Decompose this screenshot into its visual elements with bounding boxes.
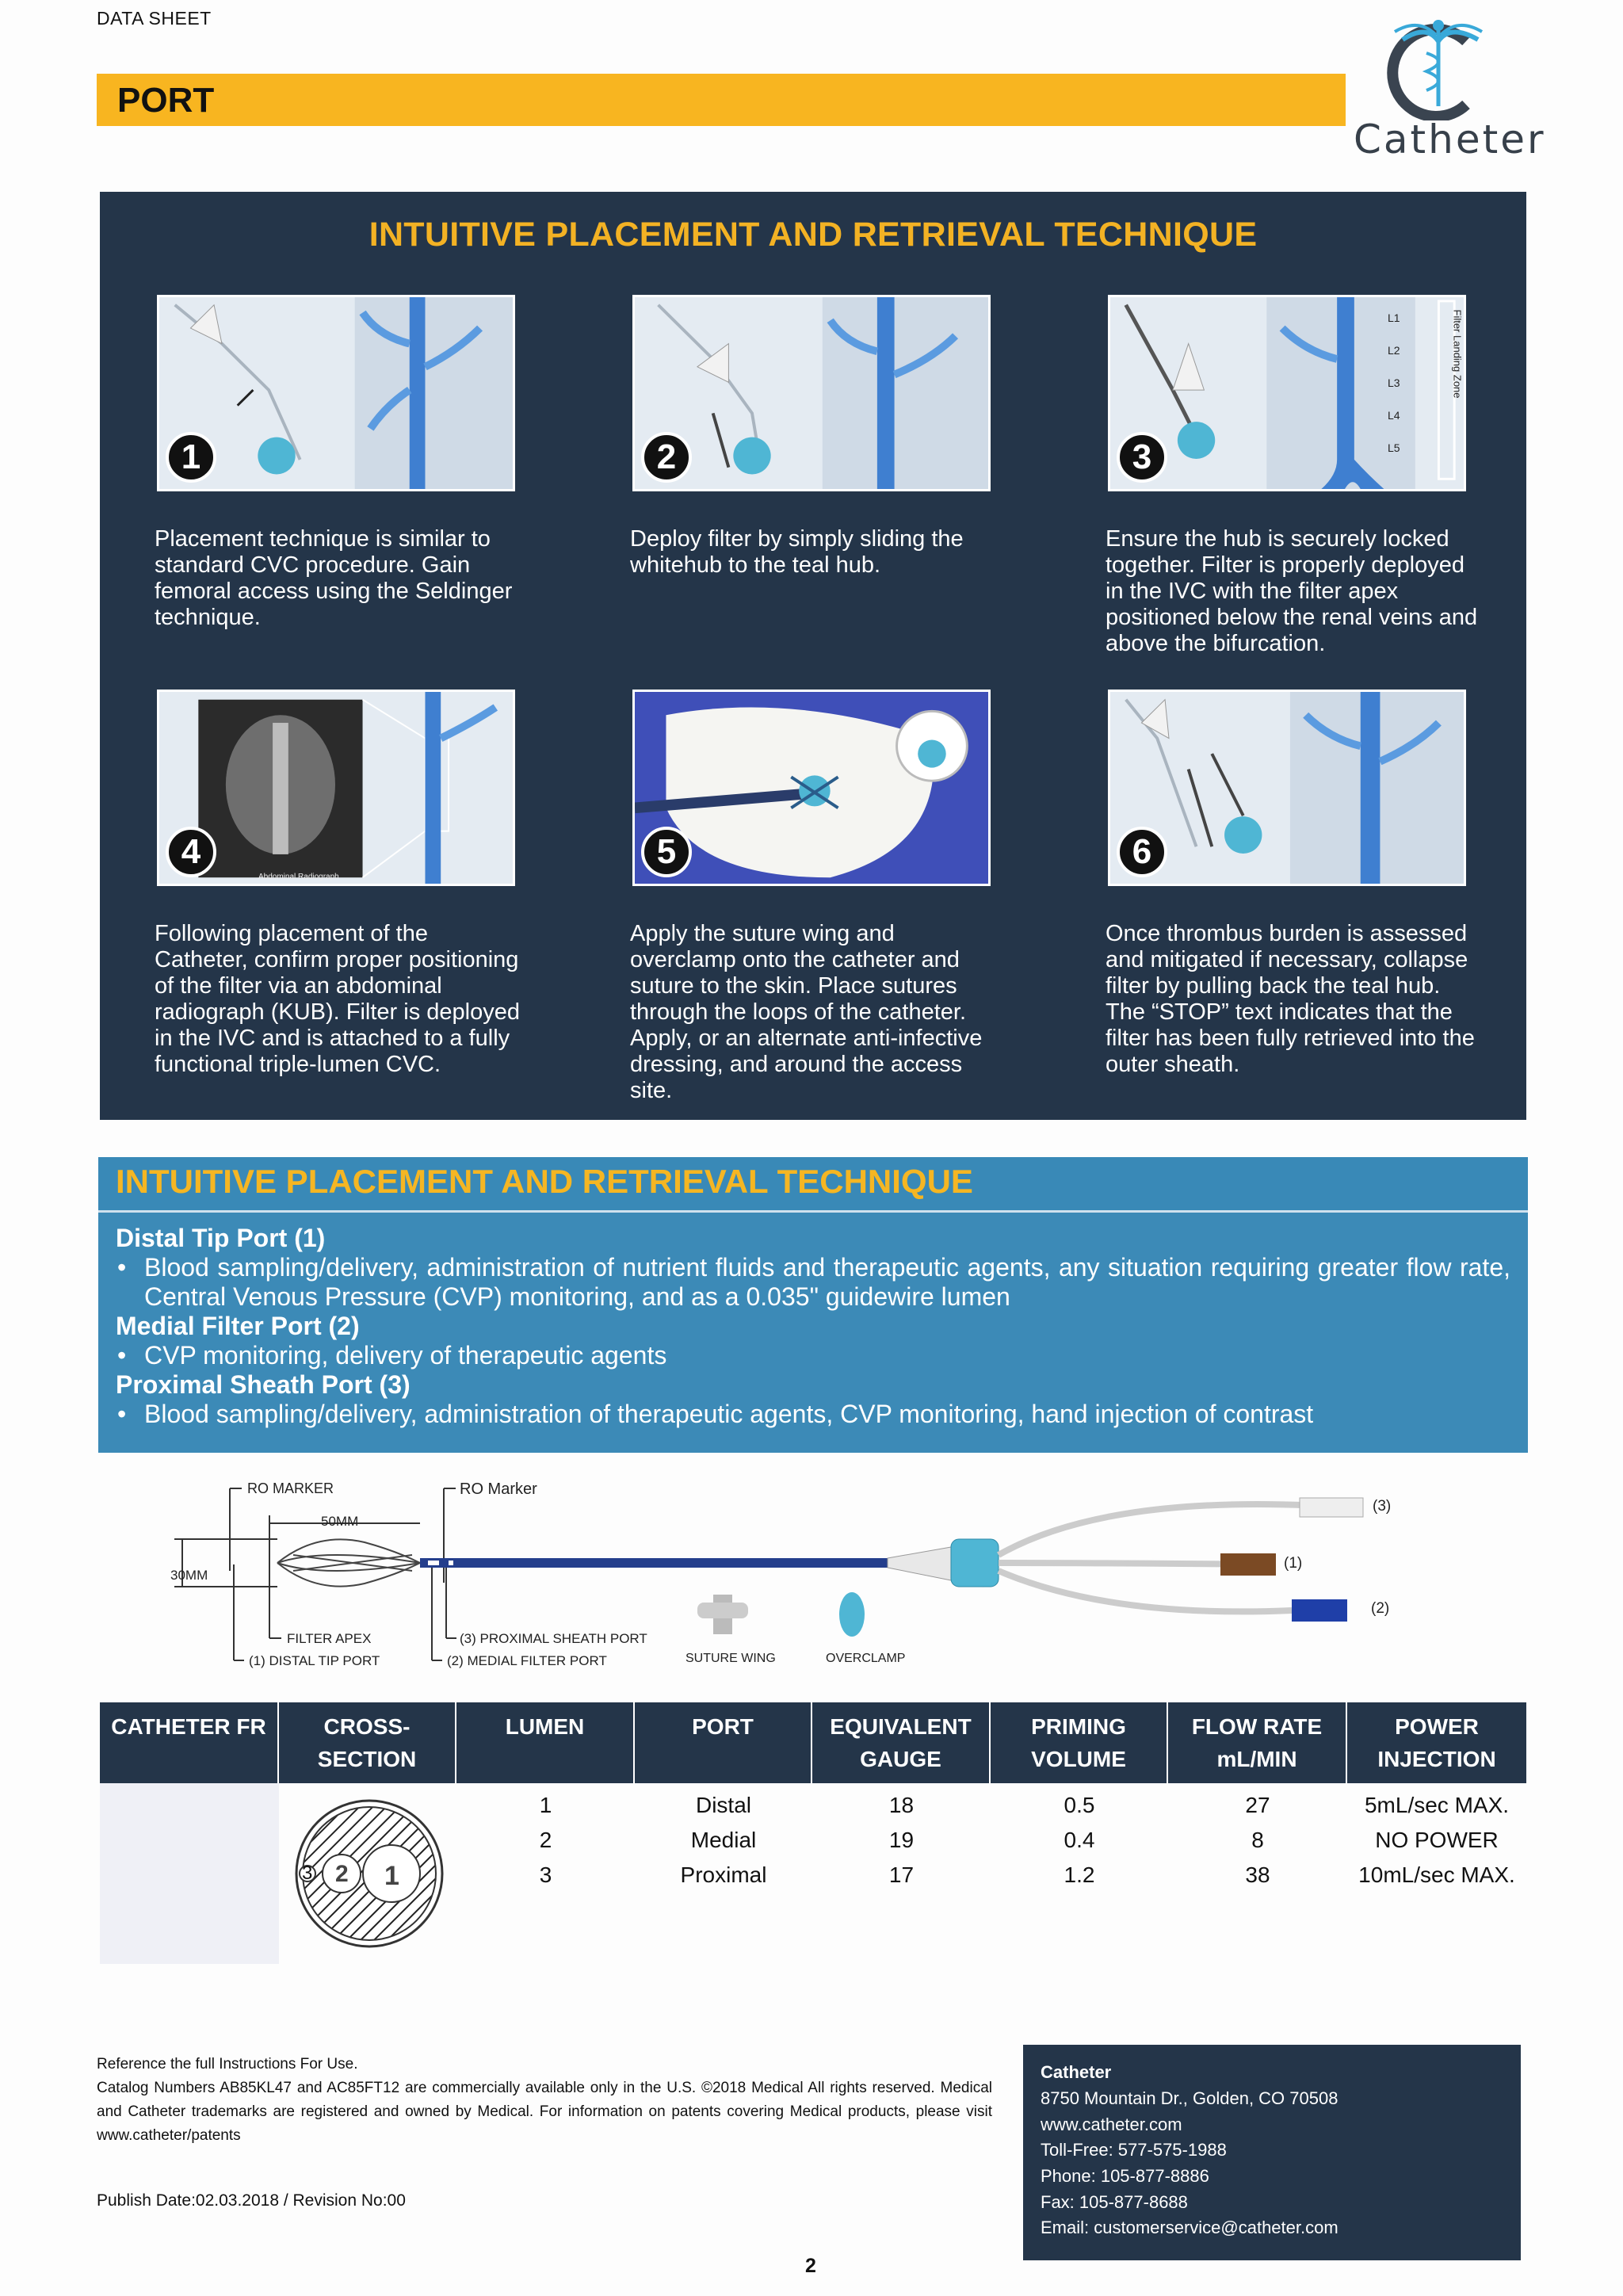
document-type-label: DATA SHEET xyxy=(97,8,212,29)
zone-label-l5: L5 xyxy=(1388,441,1400,454)
port-desc-medial: • CVP monitoring, delivery of therapeutic agents xyxy=(116,1341,1510,1370)
footer-legal-block xyxy=(97,2053,992,2148)
zone-caption: Filter Landing Zone xyxy=(1451,309,1464,399)
lumen-2-label: (2) xyxy=(1371,1600,1390,1617)
step-2-number: 2 xyxy=(641,432,692,483)
diameter-label: 30MM xyxy=(170,1568,208,1583)
cell-flow: 38 xyxy=(1245,1862,1270,1887)
ro-marker-label-2: RO Marker xyxy=(460,1480,537,1498)
cell-lumen: 1 xyxy=(539,1793,552,1817)
step-6-text: Once thrombus burden is assessed and mitigated if necessary, collapse filter by pulling back the teal hub. The “STOP” text indicates that the filter has been fully retrieved into the outer sheath. xyxy=(1106,921,1475,1077)
step-6-image xyxy=(1108,690,1466,886)
contact-fax: Fax: 105-877-8688 xyxy=(1041,2192,1188,2212)
logo-wordmark: Catheter xyxy=(1354,117,1546,162)
port-desc-proximal: • Blood sampling/delivery, administration of therapeutic agents, CVP monitoring, hand injection of contrast xyxy=(116,1400,1510,1429)
cell-priming: 0.5 xyxy=(1064,1793,1095,1817)
port-name-distal: Distal Tip Port (1) xyxy=(116,1224,326,1252)
cell-lumen: 2 xyxy=(539,1828,552,1852)
cell-gauge: 18 xyxy=(888,1793,915,1817)
contact-toll-free: Toll-Free: 577-575-1988 xyxy=(1041,2140,1227,2160)
footer-legal: Catalog Numbers AB85KL47 and AC85FT12 are commercially available only in the U.S. ©2018 Medical All rights reserved. Medical and Catheter trademarks are registered and owned by Medical. For information on patents covering Medical products, please visit www.catheter/patents xyxy=(97,2080,992,2144)
overclamp-label: OVERCLAMP xyxy=(826,1652,906,1665)
port-name-proximal: Proximal Sheath Port (3) xyxy=(116,1370,411,1399)
technique-panel xyxy=(100,192,1526,1120)
cell-port: Medial xyxy=(690,1828,757,1852)
page-number: 2 xyxy=(805,2255,816,2277)
catheter-fr-cell xyxy=(100,1783,279,1964)
header-port: PORT xyxy=(635,1702,812,1783)
lumen-1-label: (1) xyxy=(1284,1555,1303,1572)
footer-reference: Reference the full Instructions For Use. xyxy=(97,2056,358,2073)
step-6-number: 6 xyxy=(1117,827,1167,877)
step-3-number: 3 xyxy=(1117,432,1167,483)
contact-box xyxy=(1023,2045,1521,2260)
step-2-image xyxy=(632,295,991,491)
cell-flow: 27 xyxy=(1245,1793,1270,1817)
step-4-number: 4 xyxy=(166,827,216,877)
port-desc-distal: • Blood sampling/delivery, administration of nutrient fluids and therapeutic agents, any situation requiring greater flow rate, Central Venous Pressure (CVP) monitoring, and as a 0.035" guidewire lumen xyxy=(116,1253,1510,1312)
step-5-text: Apply the suture wing and overclamp onto the catheter and suture to the skin. Place sutures through the loops of the catheter. Apply, or an alternate anti-infective dressing, and around the access site. xyxy=(630,921,983,1103)
contact-address: 8750 Mountain Dr., Golden, CO 70508 xyxy=(1041,2088,1338,2108)
cell-priming: 0.4 xyxy=(1064,1828,1095,1852)
zone-label-l2: L2 xyxy=(1388,344,1400,357)
zone-label-l4: L4 xyxy=(1388,409,1400,422)
cross-section-label-2: 2 xyxy=(335,1861,349,1887)
contact-phone: Phone: 105-877-8886 xyxy=(1041,2166,1209,2186)
step-2-text: Deploy filter by simply sliding the whitehub to the teal hub. xyxy=(630,526,964,578)
ports-list xyxy=(116,1224,1510,1429)
title-bar xyxy=(97,74,1346,126)
zone-label-l3: L3 xyxy=(1388,376,1400,389)
ro-marker-label-1: RO MARKER xyxy=(247,1480,334,1496)
header-lumen: LUMEN xyxy=(456,1702,635,1783)
cell-port: Proximal xyxy=(680,1862,767,1887)
contact-email[interactable]: Email: customerservice@catheter.com xyxy=(1041,2218,1338,2237)
medial-filter-port-label: (2) MEDIAL FILTER PORT xyxy=(447,1653,607,1668)
suture-wing-label: SUTURE WING xyxy=(685,1652,776,1665)
step-1-number: 1 xyxy=(166,432,216,483)
step-3-image xyxy=(1108,295,1466,491)
cell-priming: 1.2 xyxy=(1064,1862,1095,1887)
header-cross-section: CROSS- SECTION xyxy=(279,1702,456,1783)
panel-title: INTUITIVE PLACEMENT AND RETRIEVAL TECHNIQUE xyxy=(369,216,1258,254)
proximal-sheath-port-label: (3) PROXIMAL SHEATH PORT xyxy=(460,1631,647,1646)
header-power-injection: POWER INJECTION xyxy=(1377,1714,1496,1771)
cell-power: NO POWER xyxy=(1375,1828,1499,1852)
radiograph-caption: Abdominal Radiograph xyxy=(258,873,339,881)
table-header xyxy=(100,1702,1526,1783)
step-1-image xyxy=(157,295,515,491)
catheter-diagram xyxy=(158,1476,1474,1682)
cross-section-label-3: 3 xyxy=(302,1862,313,1884)
caduceus-icon xyxy=(1347,10,1529,120)
lumen-3-label: (3) xyxy=(1373,1498,1392,1515)
step-5-number: 5 xyxy=(641,827,692,877)
contact-website[interactable]: www.catheter.com xyxy=(1041,2115,1182,2134)
cross-section-label-1: 1 xyxy=(384,1861,399,1891)
header-priming-volume: PRIMING VOLUME xyxy=(991,1702,1168,1783)
port-name-medial: Medial Filter Port (2) xyxy=(116,1312,360,1340)
cell-port: Distal xyxy=(695,1793,751,1817)
cell-power: 10mL/sec MAX. xyxy=(1358,1862,1515,1887)
cell-gauge: 17 xyxy=(888,1862,915,1887)
cell-lumen: 3 xyxy=(539,1862,552,1887)
header-catheter-fr: CATHETER FR xyxy=(100,1702,279,1783)
cell-gauge: 19 xyxy=(888,1828,915,1852)
length-label: 50MM xyxy=(321,1514,359,1529)
step-3-text: Ensure the hub is securely locked together. Filter is properly deployed in the IVC with the filter apex positioned below the renal veins and above the bifurcation. xyxy=(1106,526,1478,656)
cell-power: 5mL/sec MAX. xyxy=(1364,1793,1510,1817)
ports-section-title: INTUITIVE PLACEMENT AND RETRIEVAL TECHNIQUE xyxy=(116,1163,973,1200)
step-4-image xyxy=(157,690,515,886)
header-equivalent-gauge: EQUIVALENT GAUGE xyxy=(812,1702,991,1783)
company-logo xyxy=(1347,10,1546,168)
page-title: PORT xyxy=(117,81,215,120)
header-flow-rate: FLOW RATE mL/MIN xyxy=(1168,1702,1347,1783)
distal-tip-port-label: (1) DISTAL TIP PORT xyxy=(249,1653,380,1668)
filter-apex-label: FILTER APEX xyxy=(287,1631,372,1646)
publish-info: Publish Date:02.03.2018 / Revision No:00 xyxy=(97,2191,406,2210)
ports-section xyxy=(98,1157,1528,1453)
contact-company: Catheter xyxy=(1041,2062,1112,2082)
ports-section-header xyxy=(98,1157,1528,1213)
cell-flow: 8 xyxy=(1251,1828,1264,1852)
zone-label-l1: L1 xyxy=(1388,311,1400,324)
cross-section-icon xyxy=(290,1794,449,1953)
step-1-text: Placement technique is similar to standard CVC procedure. Gain femoral access using the Seldinger technique. xyxy=(155,526,513,630)
step-4-text: Following placement of the Catheter, confirm proper positioning of the filter via an abdominal radiograph (KUB). Filter is deployed in the IVC and is attached to a fully functional triple-lumen CVC. xyxy=(155,921,520,1077)
step-5-image xyxy=(632,690,991,886)
